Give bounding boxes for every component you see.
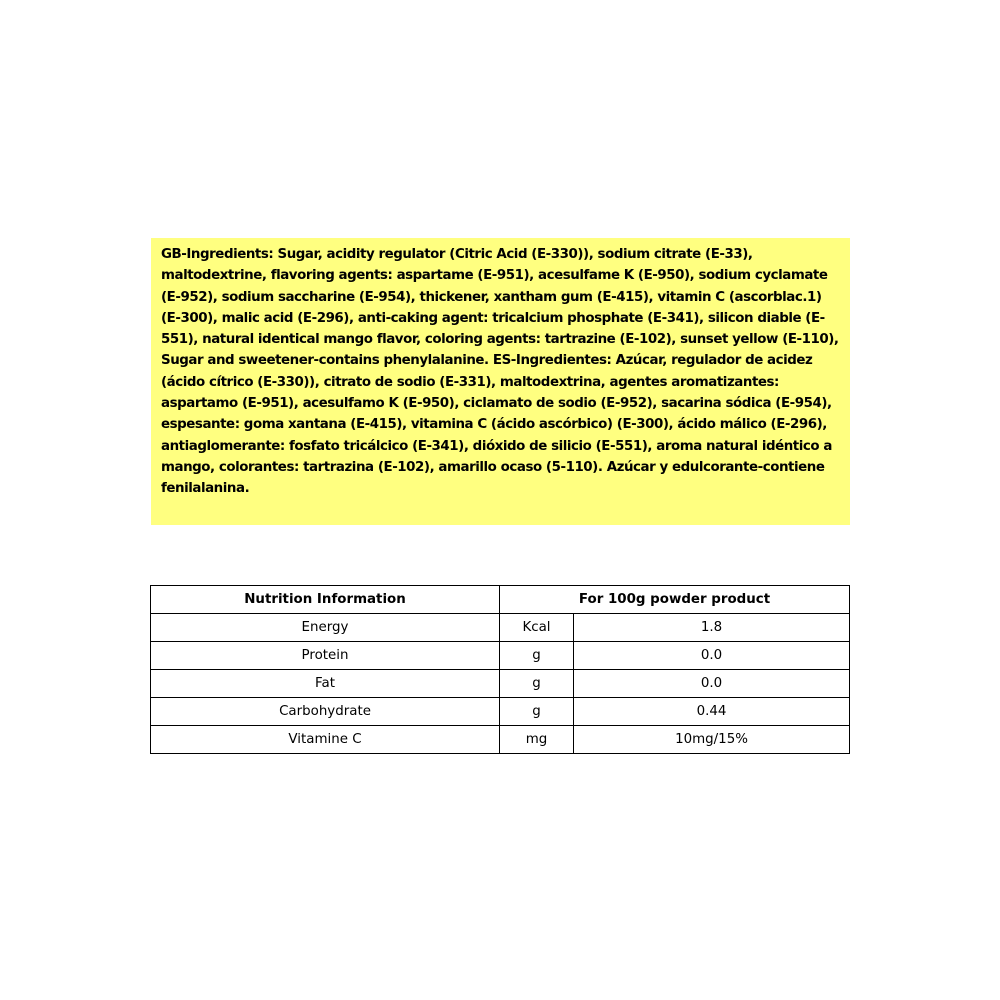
- table-row: [151, 614, 850, 642]
- nutrient-name: Fat: [151, 670, 500, 698]
- ingredients-panel: [151, 238, 850, 525]
- nutrient-value: 0.0: [574, 642, 850, 670]
- nutrient-name: Energy: [151, 614, 500, 642]
- nutrient-value: 0.0: [574, 670, 850, 698]
- nutrient-unit: g: [500, 670, 574, 698]
- nutrition-header-row: [151, 586, 850, 614]
- nutrient-unit: mg: [500, 726, 574, 754]
- nutrient-unit: Kcal: [500, 614, 574, 642]
- nutrient-value: 1.8: [574, 614, 850, 642]
- nutrition-header-right: For 100g powder product: [500, 586, 850, 614]
- nutrition-table: [150, 585, 850, 754]
- nutrient-unit: g: [500, 698, 574, 726]
- nutrient-value: 0.44: [574, 698, 850, 726]
- nutrient-unit: g: [500, 642, 574, 670]
- nutrition-header-left: Nutrition Information: [151, 586, 500, 614]
- ingredients-text: GB-Ingredients: Sugar, acidity regulator (Citric Acid (E-330)), sodium citrate (E-33), maltodextrine, flavoring agents: aspartame (E-951), acesulfame K (E-950), sodium cyclamate (E-952), sodium saccharine (E-954), thickener, xantham gum (E-415), vitamin C (ascorblac.1) (E-300), malic acid (E-296), anti-caking agent: tricalcium phosphate (E-341), silicon diable (E-551), natural identical mango flavor, coloring agents: tartrazine (E-102), sunset yellow (E-110), Sugar and sweetener-contains phenylalanine. ES-Ingredientes: Azúcar, regulador de acidez (ácido cítrico (E-330)), citrato de sodio (E-331), maltodextrina, agentes aromatizantes: aspartamo (E-951), acesulfamo K (E-950), ciclamato de sodio (E-952), sacarina sódica (E-954), espesante: goma xantana (E-415), vitamina C (ácido ascórbico) (E-300), ácido málico (E-296), antiaglomerante: fosfato tricálcico (E-341), dióxido de silicio (E-551), aroma natural idéntico a mango, colorantes: tartrazina (E-102), amarillo ocaso (5-110). Azúcar y edulcorante-contiene fenilalanina.: [161, 247, 839, 497]
- nutrient-name: Protein: [151, 642, 500, 670]
- nutrient-value: 10mg/15%: [574, 726, 850, 754]
- nutrient-name: Carbohydrate: [151, 698, 500, 726]
- table-row: [151, 698, 850, 726]
- table-row: [151, 642, 850, 670]
- table-row: [151, 726, 850, 754]
- nutrient-name: Vitamine C: [151, 726, 500, 754]
- table-row: [151, 670, 850, 698]
